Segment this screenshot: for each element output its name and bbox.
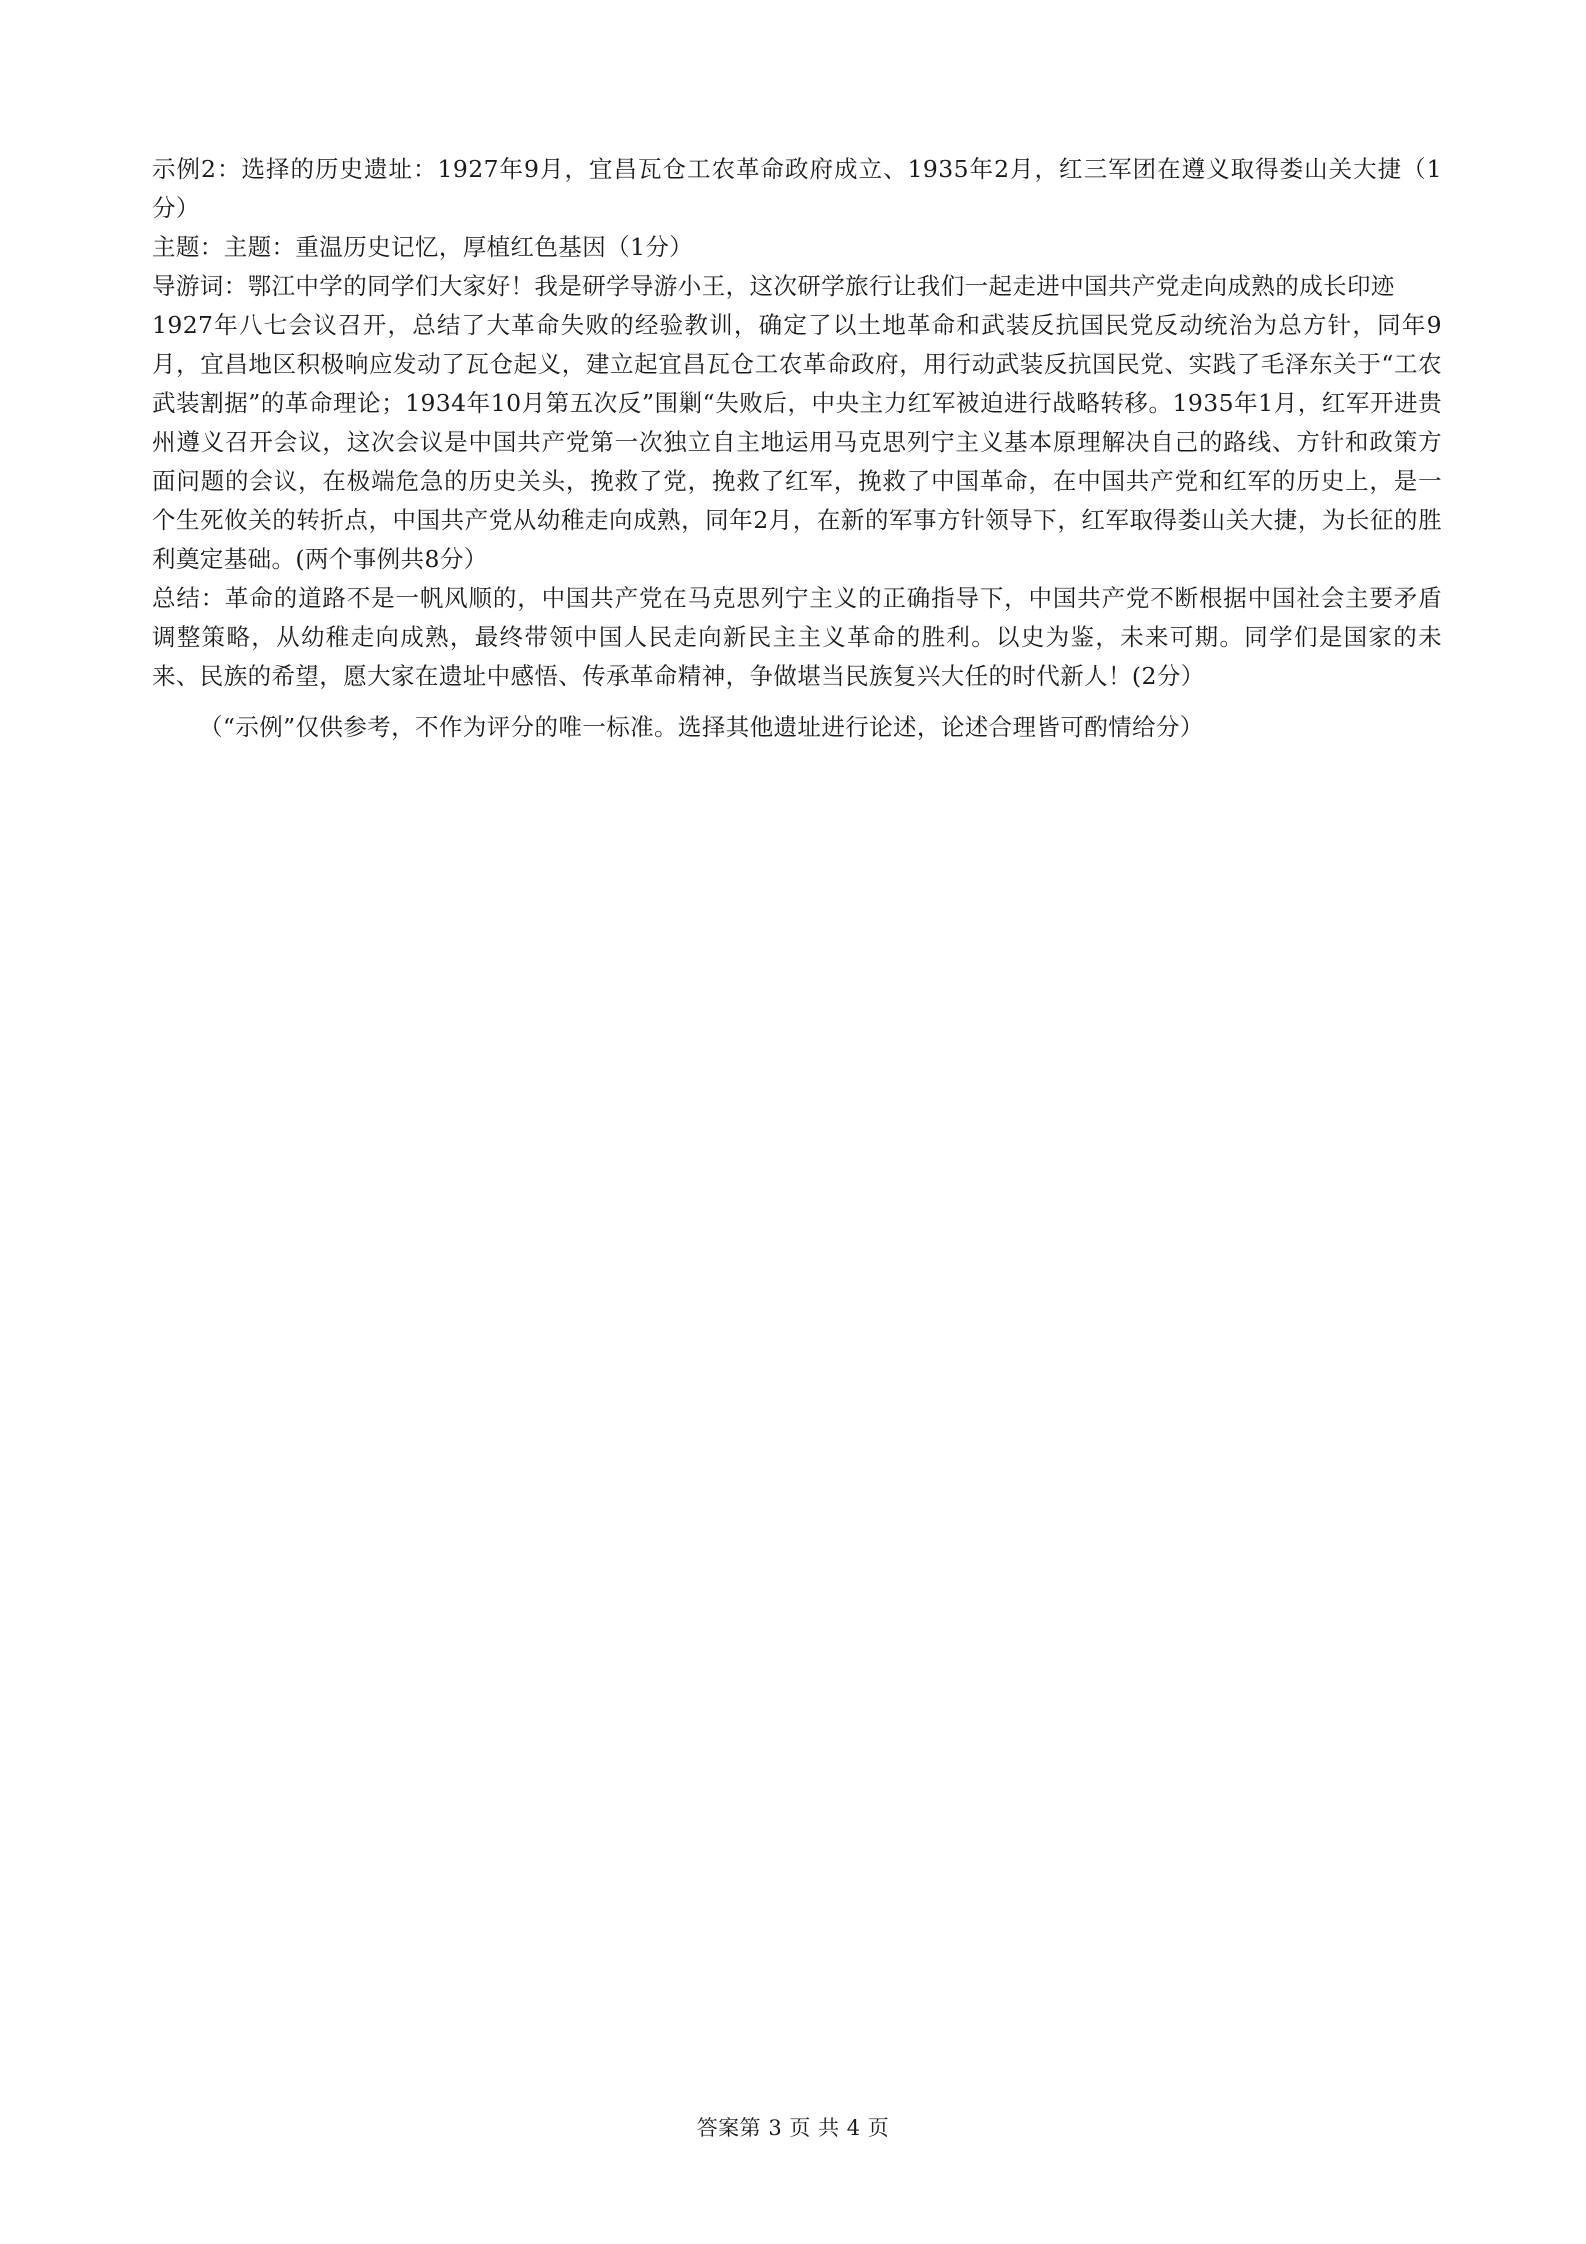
grading-note: （“示例”仅供参考，不作为评分的唯一标准。选择其他遗址进行论述，论述合理皆可酌情给分） [199,713,1204,741]
answer-content [152,150,1442,747]
example-2-site: 示例2：选择的历史遗址：1927年9月，宜昌瓦仓工农革命政府成立、1935年2月，红三军团在遵义取得娄山关大捷（1分） [152,155,1442,222]
theme-line: 主题：主题：重温历史记忆，厚植红色基因（1分） [152,233,694,261]
guide-body: 1927年八七会议召开，总结了大革命失败的经验教训，确定了以土地革命和武装反抗国民党反动统治为总方针，同年9月，宜昌地区积极响应发动了瓦仓起义，建立起宜昌瓦仓工农革命政府，用行动武装反抗国民党、实践了毛泽东关于“工农武装割据”的革命理论；1934年10月第五次反”围剿“失败后，中央主力红军被迫进行战略转移。1935年1月，红军开进贵州遵义召开会议，这次会议是中国共产党第一次独立自主地运用马克思列宁主义基本原理解决自己的路线、方针和政策方面问题的会议，在极端危急的历史关头，挽救了党，挽救了红军，挽救了中国革命，在中国共产党和红军的历史上，是一个生死攸关的转折点，中国共产党从幼稚走向成熟，同年2月，在新的军事方针领导下，红军取得娄山关大捷，为长征的胜利奠定基础。(两个事例共8分） [152,311,1442,573]
page-footer: 答案第 3 页 共 4 页 [696,2116,890,2140]
guide-intro: 导游词：鄂江中学的同学们大家好！我是研学导游小王，这次研学旅行让我们一起走进中国共产党走向成熟的成长印迹 [152,272,1395,300]
summary: 总结：革命的道路不是一帆风顺的，中国共产党在马克思列宁主义的正确指导下，中国共产党不断根据中国社会主要矛盾调整策略，从幼稚走向成熟，最终带领中国人民走向新民主主义革命的胜利。以史为鉴，未来可期。同学们是国家的未来、民族的希望，愿大家在遗址中感悟、传承革命精神，争做堪当民族复兴大任的时代新人！(2分） [152,584,1442,690]
